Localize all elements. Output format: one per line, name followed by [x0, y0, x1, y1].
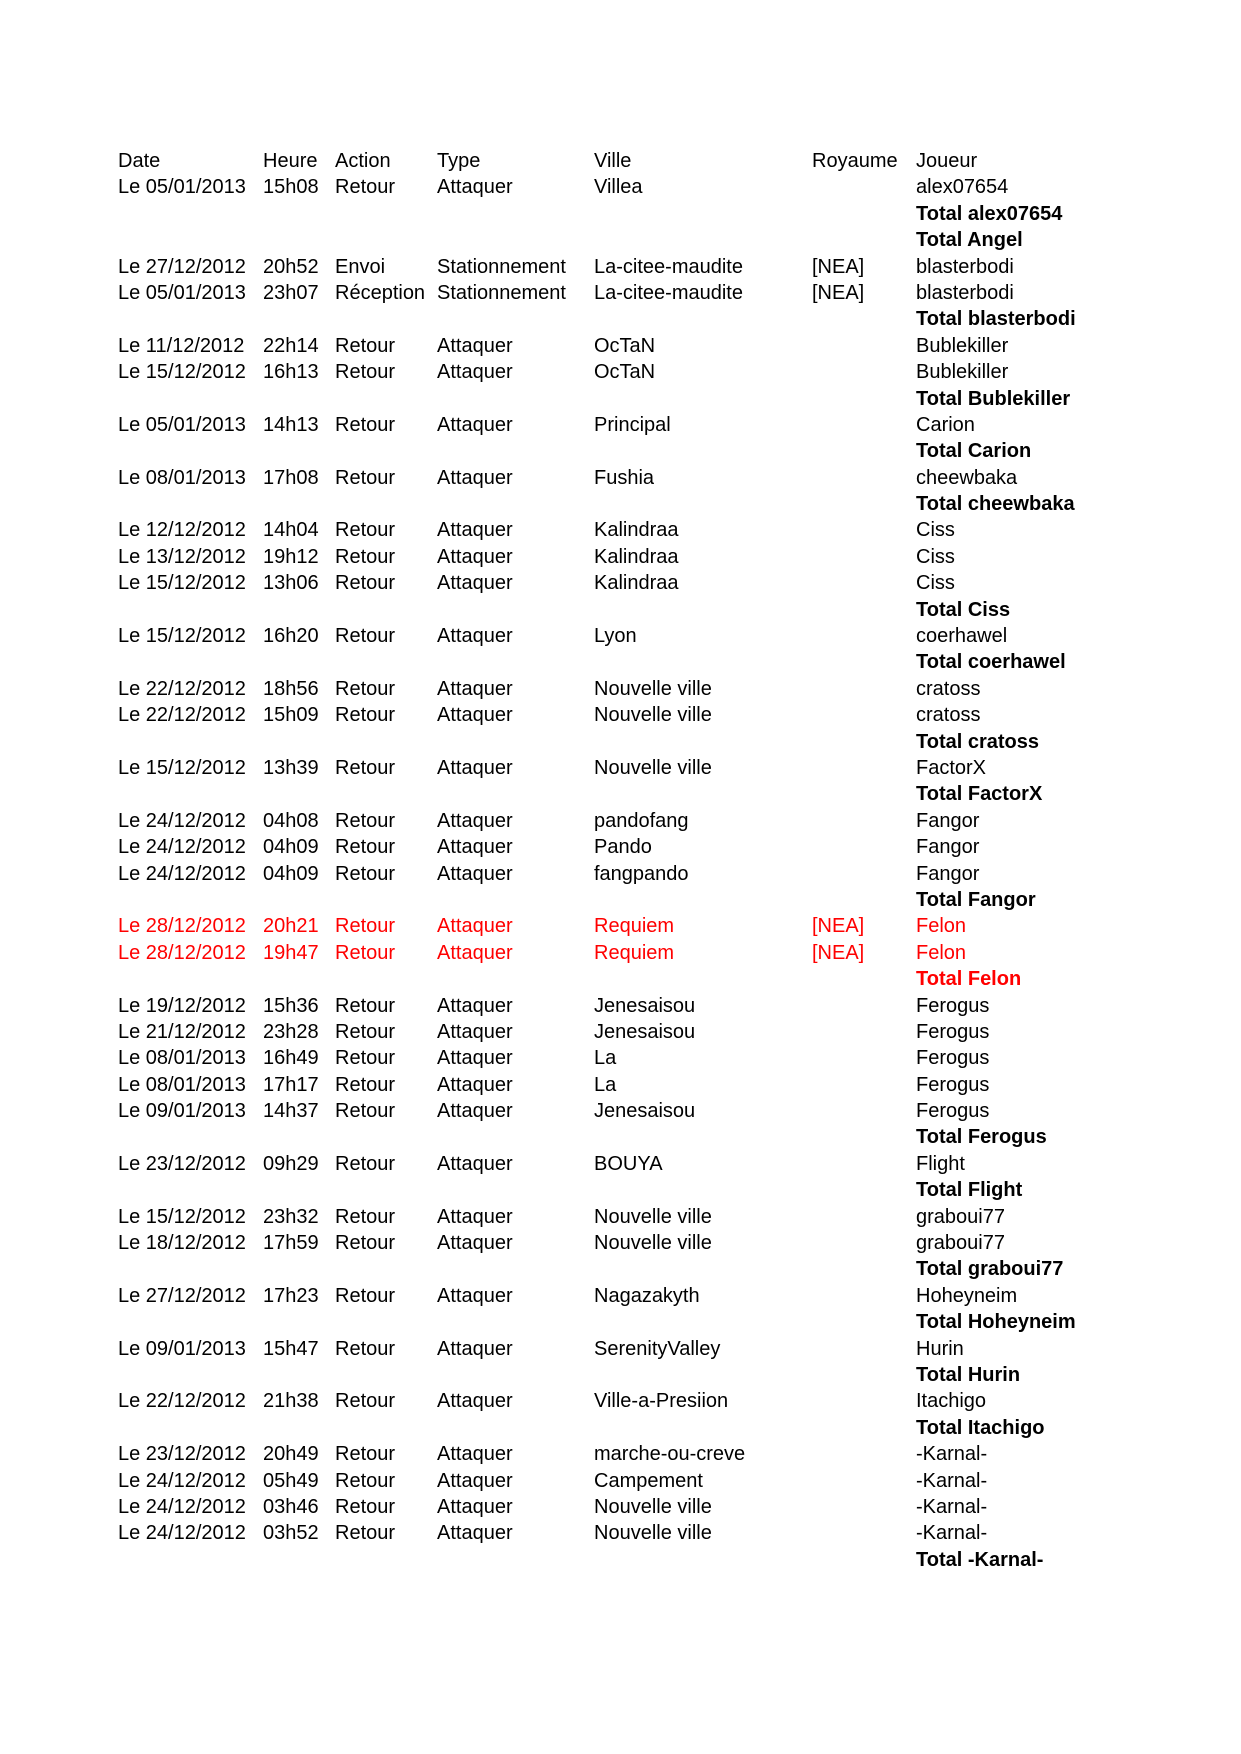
cell-ville: Villea: [594, 176, 643, 199]
cell-date: Le 15/12/2012: [118, 756, 246, 779]
cell-ville: Nouvelle ville: [594, 1522, 712, 1545]
total-row: [118, 1177, 1218, 1203]
cell-type: Attaquer: [437, 466, 513, 489]
cell-heure: 04h08: [263, 809, 319, 832]
cell-type: Attaquer: [437, 625, 513, 648]
table-row: [118, 1520, 1218, 1546]
cell-type: Attaquer: [437, 1047, 513, 1070]
cell-action: Retour: [335, 466, 396, 489]
table-row: [118, 940, 1218, 966]
cell-action: Retour: [335, 994, 396, 1017]
cell-joueur: Felon: [916, 941, 967, 964]
cell-type: Attaquer: [437, 572, 513, 595]
table-row: [118, 412, 1218, 438]
table-row: [118, 702, 1218, 728]
cell-joueur: Hurin: [916, 1337, 964, 1360]
table-row: [118, 1230, 1218, 1256]
cell-ville: Kalindraa: [594, 545, 679, 568]
cell-ville: Nagazakyth: [594, 1284, 700, 1307]
cell-type: Attaquer: [437, 1100, 513, 1123]
cell-ville: OcTaN: [594, 361, 656, 384]
cell-type: Attaquer: [437, 704, 513, 727]
total-row: [118, 597, 1218, 623]
total-row: [118, 491, 1218, 517]
cell-action: Retour: [335, 334, 396, 357]
cell-heure: 21h38: [263, 1390, 319, 1413]
table-row: [118, 359, 1218, 385]
table-row: [118, 1204, 1218, 1230]
cell-date: Le 24/12/2012: [118, 1522, 246, 1545]
cell-joueur: blasterbodi: [916, 255, 1014, 278]
cell-joueur: Total blasterbodi: [916, 308, 1076, 331]
cell-joueur: -Karnal-: [916, 1495, 988, 1518]
cell-joueur: Fangor: [916, 836, 980, 859]
total-row: [118, 201, 1218, 227]
cell-joueur: Fangor: [916, 862, 980, 885]
table-row: [118, 1151, 1218, 1177]
cell-date: Le 22/12/2012: [118, 677, 246, 700]
cell-action: Retour: [335, 1073, 396, 1096]
cell-heure: 04h09: [263, 836, 319, 859]
cell-heure: 23h28: [263, 1020, 319, 1043]
table-row: [118, 913, 1218, 939]
cell-type: Attaquer: [437, 862, 513, 885]
cell-date: Le 18/12/2012: [118, 1232, 246, 1255]
cell-type: Attaquer: [437, 176, 513, 199]
column-header-date: Date: [118, 150, 161, 172]
cell-royaume: [NEA]: [812, 281, 865, 304]
cell-type: Attaquer: [437, 915, 513, 938]
cell-type: Attaquer: [437, 1232, 513, 1255]
cell-type: Attaquer: [437, 519, 513, 542]
cell-joueur: Fangor: [916, 809, 980, 832]
total-row: [118, 729, 1218, 755]
cell-joueur: -Karnal-: [916, 1469, 988, 1492]
cell-action: Retour: [335, 361, 396, 384]
column-header-type: Type: [437, 150, 481, 172]
cell-action: Retour: [335, 1020, 396, 1043]
cell-action: Retour: [335, 545, 396, 568]
table-row: [118, 1098, 1218, 1124]
cell-ville: Nouvelle ville: [594, 756, 712, 779]
cell-action: Retour: [335, 809, 396, 832]
cell-date: Le 08/01/2013: [118, 466, 246, 489]
total-row: [118, 887, 1218, 913]
cell-ville: Principal: [594, 413, 671, 436]
cell-ville: Kalindraa: [594, 519, 679, 542]
cell-joueur: cheewbaka: [916, 466, 1018, 489]
table-row: [118, 465, 1218, 491]
cell-joueur: graboui77: [916, 1232, 1005, 1255]
cell-date: Le 24/12/2012: [118, 862, 246, 885]
cell-joueur: Total coerhawel: [916, 651, 1066, 674]
cell-type: Attaquer: [437, 809, 513, 832]
cell-action: Retour: [335, 677, 396, 700]
cell-joueur: graboui77: [916, 1205, 1005, 1228]
cell-date: Le 27/12/2012: [118, 255, 246, 278]
cell-ville: Campement: [594, 1469, 703, 1492]
cell-action: Retour: [335, 836, 396, 859]
cell-date: Le 23/12/2012: [118, 1152, 246, 1175]
table-row: [118, 1072, 1218, 1098]
cell-heure: 15h36: [263, 994, 319, 1017]
cell-action: Retour: [335, 625, 396, 648]
cell-action: Retour: [335, 1443, 396, 1466]
cell-royaume: [NEA]: [812, 915, 865, 938]
cell-joueur: Bublekiller: [916, 334, 1009, 357]
cell-royaume: [NEA]: [812, 941, 865, 964]
cell-action: Retour: [335, 572, 396, 595]
cell-action: Retour: [335, 1232, 396, 1255]
cell-ville: fangpando: [594, 862, 689, 885]
cell-joueur: Total Bublekiller: [916, 387, 1071, 410]
cell-date: Le 08/01/2013: [118, 1073, 246, 1096]
cell-type: Attaquer: [437, 1390, 513, 1413]
cell-joueur: Total Hurin: [916, 1363, 1021, 1386]
cell-heure: 20h21: [263, 915, 319, 938]
cell-joueur: Total Itachigo: [916, 1416, 1045, 1439]
cell-heure: 17h59: [263, 1232, 319, 1255]
cell-date: Le 09/01/2013: [118, 1337, 246, 1360]
table-header-row: [118, 148, 1218, 174]
cell-ville: Nouvelle ville: [594, 1495, 712, 1518]
cell-date: Le 24/12/2012: [118, 809, 246, 832]
cell-date: Le 12/12/2012: [118, 519, 246, 542]
total-row: [118, 1547, 1218, 1573]
cell-ville: Jenesaisou: [594, 1100, 696, 1123]
column-header-ville: Ville: [594, 150, 632, 172]
cell-type: Attaquer: [437, 1020, 513, 1043]
cell-joueur: Total Ciss: [916, 598, 1011, 621]
cell-action: Retour: [335, 1284, 396, 1307]
table-row: [118, 755, 1218, 781]
cell-type: Attaquer: [437, 1152, 513, 1175]
cell-ville: La-citee-maudite: [594, 255, 743, 278]
cell-joueur: Flight: [916, 1152, 965, 1175]
cell-ville: marche-ou-creve: [594, 1443, 746, 1466]
column-header-joueur: Joueur: [916, 150, 978, 172]
cell-ville: Pando: [594, 836, 652, 859]
cell-joueur: Ciss: [916, 545, 955, 568]
table-row: [118, 1494, 1218, 1520]
cell-ville: Jenesaisou: [594, 1020, 696, 1043]
cell-type: Attaquer: [437, 836, 513, 859]
cell-heure: 16h20: [263, 625, 319, 648]
cell-type: Attaquer: [437, 545, 513, 568]
cell-action: Retour: [335, 941, 396, 964]
cell-heure: 23h07: [263, 281, 319, 304]
cell-type: Attaquer: [437, 1284, 513, 1307]
total-row: [118, 438, 1218, 464]
cell-heure: 17h17: [263, 1073, 319, 1096]
total-row: [118, 386, 1218, 412]
cell-ville: Nouvelle ville: [594, 677, 712, 700]
cell-action: Retour: [335, 862, 396, 885]
table-row: [118, 861, 1218, 887]
cell-date: Le 24/12/2012: [118, 836, 246, 859]
cell-royaume: [NEA]: [812, 255, 865, 278]
column-header-heure: Heure: [263, 150, 318, 172]
cell-heure: 13h06: [263, 572, 319, 595]
cell-date: Le 11/12/2012: [118, 334, 245, 357]
cell-joueur: Total Angel: [916, 229, 1023, 252]
cell-date: Le 15/12/2012: [118, 625, 246, 648]
cell-joueur: Itachigo: [916, 1390, 987, 1413]
cell-date: Le 28/12/2012: [118, 915, 246, 938]
total-row: [118, 227, 1218, 253]
cell-type: Stationnement: [437, 255, 566, 278]
cell-date: Le 28/12/2012: [118, 941, 246, 964]
cell-heure: 13h39: [263, 756, 319, 779]
cell-date: Le 27/12/2012: [118, 1284, 246, 1307]
cell-date: Le 05/01/2013: [118, 413, 246, 436]
cell-joueur: Total Flight: [916, 1179, 1023, 1202]
total-row: [118, 1309, 1218, 1335]
table-row: [118, 1468, 1218, 1494]
cell-ville: SerenityValley: [594, 1337, 721, 1360]
cell-action: Retour: [335, 413, 396, 436]
table-row: [118, 1045, 1218, 1071]
cell-joueur: Ferogus: [916, 1047, 990, 1070]
cell-joueur: cratoss: [916, 677, 981, 700]
total-row: [118, 306, 1218, 332]
cell-action: Retour: [335, 1522, 396, 1545]
cell-action: Envoi: [335, 255, 386, 278]
cell-ville: OcTaN: [594, 334, 656, 357]
table-row: [118, 333, 1218, 359]
cell-heure: 09h29: [263, 1152, 319, 1175]
cell-heure: 15h47: [263, 1337, 319, 1360]
cell-joueur: Total -Karnal-: [916, 1548, 1044, 1571]
cell-joueur: -Karnal-: [916, 1443, 988, 1466]
table-row: [118, 280, 1218, 306]
cell-date: Le 15/12/2012: [118, 572, 246, 595]
cell-type: Attaquer: [437, 1522, 513, 1545]
cell-ville: pandofang: [594, 809, 689, 832]
cell-type: Attaquer: [437, 1495, 513, 1518]
cell-action: Retour: [335, 1152, 396, 1175]
cell-joueur: Hoheyneim: [916, 1284, 1018, 1307]
cell-heure: 17h08: [263, 466, 319, 489]
cell-action: Retour: [335, 1390, 396, 1413]
cell-joueur: Total Hoheyneim: [916, 1311, 1076, 1334]
cell-action: Retour: [335, 1495, 396, 1518]
cell-joueur: Ferogus: [916, 994, 990, 1017]
cell-joueur: coerhawel: [916, 625, 1008, 648]
cell-joueur: Ciss: [916, 572, 955, 595]
cell-joueur: alex07654: [916, 176, 1009, 199]
cell-action: Retour: [335, 915, 396, 938]
cell-heure: 18h56: [263, 677, 319, 700]
table-row: [118, 676, 1218, 702]
cell-action: Retour: [335, 756, 396, 779]
cell-heure: 03h46: [263, 1495, 319, 1518]
cell-type: Attaquer: [437, 1337, 513, 1360]
cell-ville: La-citee-maudite: [594, 281, 743, 304]
cell-joueur: Carion: [916, 413, 975, 436]
cell-heure: 17h23: [263, 1284, 319, 1307]
cell-heure: 03h52: [263, 1522, 319, 1545]
total-row: [118, 1256, 1218, 1282]
table-row: [118, 544, 1218, 570]
cell-type: Attaquer: [437, 1469, 513, 1492]
cell-type: Attaquer: [437, 677, 513, 700]
cell-joueur: Ferogus: [916, 1100, 990, 1123]
total-row: [118, 781, 1218, 807]
cell-joueur: Ferogus: [916, 1020, 990, 1043]
table-row: [118, 808, 1218, 834]
column-header-royaume: Royaume: [812, 150, 898, 172]
cell-date: Le 21/12/2012: [118, 1020, 246, 1043]
cell-action: Retour: [335, 176, 396, 199]
cell-type: Attaquer: [437, 941, 513, 964]
cell-ville: Requiem: [594, 941, 675, 964]
cell-heure: 19h12: [263, 545, 319, 568]
table-row: [118, 834, 1218, 860]
cell-heure: 20h52: [263, 255, 319, 278]
cell-heure: 23h32: [263, 1205, 319, 1228]
cell-heure: 05h49: [263, 1469, 319, 1492]
total-row: [118, 966, 1218, 992]
table-row: [118, 623, 1218, 649]
cell-type: Attaquer: [437, 756, 513, 779]
cell-joueur: Total graboui77: [916, 1258, 1064, 1281]
table-row: [118, 993, 1218, 1019]
cell-joueur: Total cheewbaka: [916, 493, 1075, 516]
cell-ville: Lyon: [594, 625, 637, 648]
cell-ville: Jenesaisou: [594, 994, 696, 1017]
cell-joueur: blasterbodi: [916, 281, 1014, 304]
cell-heure: 20h49: [263, 1443, 319, 1466]
total-row: [118, 649, 1218, 675]
table-row: [118, 1019, 1218, 1045]
cell-joueur: Total Fangor: [916, 888, 1036, 911]
cell-joueur: Total cratoss: [916, 730, 1039, 753]
cell-joueur: Total alex07654: [916, 202, 1063, 225]
cell-action: Retour: [335, 704, 396, 727]
cell-type: Stationnement: [437, 281, 566, 304]
cell-date: Le 24/12/2012: [118, 1469, 246, 1492]
cell-type: Attaquer: [437, 1073, 513, 1096]
cell-joueur: Total Carion: [916, 440, 1032, 463]
cell-date: Le 08/01/2013: [118, 1047, 246, 1070]
cell-joueur: Ciss: [916, 519, 955, 542]
cell-date: Le 22/12/2012: [118, 1390, 246, 1413]
cell-date: Le 05/01/2013: [118, 176, 246, 199]
cell-heure: 15h08: [263, 176, 319, 199]
cell-date: Le 09/01/2013: [118, 1100, 246, 1123]
cell-ville: Requiem: [594, 915, 675, 938]
actions-report-table: [118, 148, 1218, 1573]
cell-action: Retour: [335, 1469, 396, 1492]
cell-date: Le 15/12/2012: [118, 1205, 246, 1228]
cell-ville: La: [594, 1047, 617, 1070]
cell-type: Attaquer: [437, 1443, 513, 1466]
cell-joueur: Total FactorX: [916, 783, 1043, 806]
total-row: [118, 1124, 1218, 1150]
cell-heure: 15h09: [263, 704, 319, 727]
cell-heure: 04h09: [263, 862, 319, 885]
cell-ville: Kalindraa: [594, 572, 679, 595]
table-row: [118, 570, 1218, 596]
cell-date: Le 19/12/2012: [118, 994, 246, 1017]
cell-type: Attaquer: [437, 1205, 513, 1228]
column-header-action: Action: [335, 150, 391, 172]
cell-ville: Ville-a-Presiion: [594, 1390, 729, 1413]
cell-ville: Fushia: [594, 466, 655, 489]
cell-joueur: FactorX: [916, 756, 987, 779]
cell-joueur: -Karnal-: [916, 1522, 988, 1545]
table-row: [118, 517, 1218, 543]
cell-date: Le 13/12/2012: [118, 545, 246, 568]
table-row: [118, 1336, 1218, 1362]
cell-type: Attaquer: [437, 994, 513, 1017]
cell-type: Attaquer: [437, 334, 513, 357]
cell-joueur: Total Ferogus: [916, 1126, 1047, 1149]
cell-heure: 19h47: [263, 941, 319, 964]
total-row: [118, 1415, 1218, 1441]
cell-date: Le 15/12/2012: [118, 361, 246, 384]
cell-joueur: Ferogus: [916, 1073, 990, 1096]
table-row: [118, 174, 1218, 200]
table-row: [118, 1441, 1218, 1467]
table-row: [118, 254, 1218, 280]
cell-action: Réception: [335, 281, 426, 304]
cell-ville: La: [594, 1073, 617, 1096]
cell-ville: Nouvelle ville: [594, 1205, 712, 1228]
table-row: [118, 1283, 1218, 1309]
cell-date: Le 05/01/2013: [118, 281, 246, 304]
cell-heure: 14h13: [263, 413, 319, 436]
cell-date: Le 22/12/2012: [118, 704, 246, 727]
table-row: [118, 1388, 1218, 1414]
cell-date: Le 24/12/2012: [118, 1495, 246, 1518]
cell-joueur: Felon: [916, 915, 967, 938]
cell-ville: BOUYA: [594, 1152, 663, 1175]
cell-heure: 16h13: [263, 361, 319, 384]
cell-type: Attaquer: [437, 413, 513, 436]
cell-action: Retour: [335, 1047, 396, 1070]
cell-joueur: Bublekiller: [916, 361, 1009, 384]
total-row: [118, 1362, 1218, 1388]
cell-ville: Nouvelle ville: [594, 704, 712, 727]
cell-action: Retour: [335, 1100, 396, 1123]
cell-type: Attaquer: [437, 361, 513, 384]
cell-joueur: Total Felon: [916, 968, 1022, 991]
cell-heure: 14h37: [263, 1100, 319, 1123]
cell-action: Retour: [335, 519, 396, 542]
cell-ville: Nouvelle ville: [594, 1232, 712, 1255]
cell-action: Retour: [335, 1205, 396, 1228]
cell-heure: 22h14: [263, 334, 319, 357]
cell-joueur: cratoss: [916, 704, 981, 727]
cell-heure: 16h49: [263, 1047, 319, 1070]
cell-action: Retour: [335, 1337, 396, 1360]
cell-date: Le 23/12/2012: [118, 1443, 246, 1466]
cell-heure: 14h04: [263, 519, 319, 542]
